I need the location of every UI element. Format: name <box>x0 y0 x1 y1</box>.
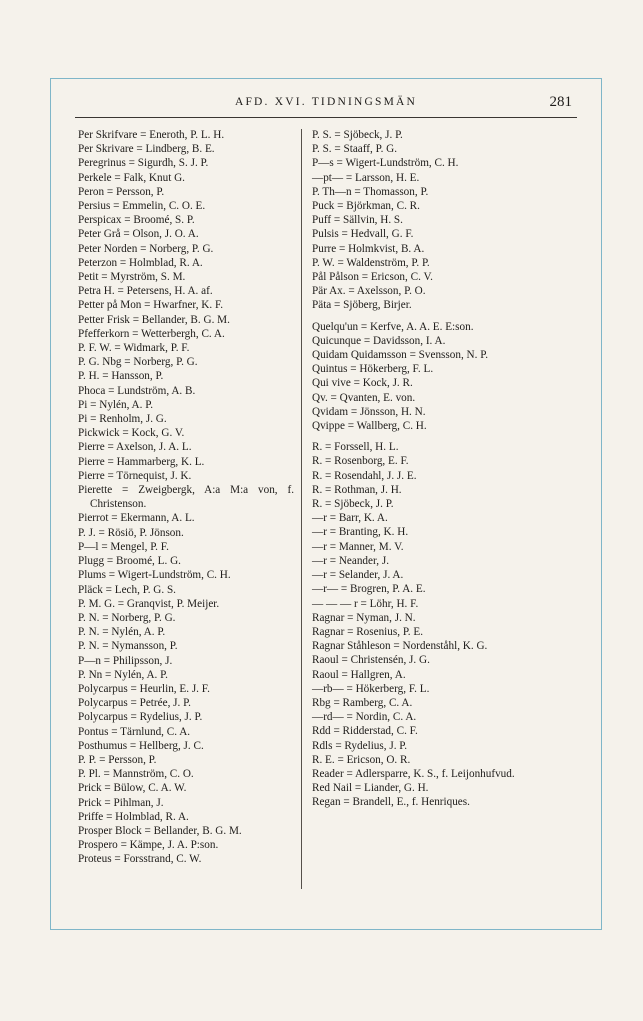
entry: —r = Neander, J. <box>312 554 390 567</box>
entry: R. = Sjöbeck, J. P. <box>312 498 394 511</box>
entry: Polycarpus = Rydelius, J. P. <box>78 711 203 724</box>
entry: Proteus = Forsstrand, C. W. <box>78 853 202 866</box>
entry: Persius = Emmelin, C. O. E. <box>78 200 206 213</box>
entry: Pierre = Axelson, J. A. L. <box>78 441 192 454</box>
entry: Pierrot = Ekermann, A. L. <box>78 512 195 525</box>
entry: P. S. = Sjöbeck, J. P. <box>312 129 403 141</box>
entry: Pfefferkorn = Wetterbergh, C. A. <box>78 327 225 340</box>
entry: Quidam Quidamsson = Svensson, N. P. <box>312 349 488 362</box>
left-column <box>78 128 294 867</box>
entry: Pierre = Hammarberg, K. L. <box>78 455 205 468</box>
entry: P. N. = Norberg, P. G. <box>78 611 176 624</box>
entry: Prospero = Kämpe, J. A. P:son. <box>78 839 219 852</box>
entry: P. N. = Nymansson, P. <box>78 640 178 653</box>
entry: Raoul = Christensén, J. G. <box>312 654 430 667</box>
entry: Plugg = Broomé, L. G. <box>78 555 181 568</box>
entry: R. = Rosendahl, J. J. E. <box>312 469 417 482</box>
page-header <box>50 94 602 114</box>
entry: Quintus = Hökerberg, F. L. <box>312 363 434 376</box>
entry: Ragnar Ståhleson = Nordenståhl, K. G. <box>312 640 488 653</box>
entry: Ragnar = Rosenius, P. E. <box>312 625 424 638</box>
entry: Rbg = Ramberg, C. A. <box>312 696 413 709</box>
entry: Prick = Bülow, C. A. W. <box>78 782 187 795</box>
entry: Raoul = Hallgren, A. <box>312 668 406 681</box>
entry: —rb— = Hökerberg, F. L. <box>312 682 430 695</box>
entry: R. E. = Ericson, O. R. <box>312 753 411 766</box>
entry: Peter Norden = Norberg, P. G. <box>78 242 214 255</box>
entry: P. S. = Staaff, P. G. <box>312 143 398 156</box>
entry: Pulsis = Hedvall, G. F. <box>312 228 414 241</box>
entry: Pickwick = Kock, G. V. <box>78 427 185 440</box>
entry: Pål Pålson = Ericson, C. V. <box>312 271 433 284</box>
entry: R. = Forssell, H. L. <box>312 441 399 454</box>
entry: Quelqu'un = Kerfve, A. A. E. E:son. <box>312 320 474 333</box>
entry: Petit = Myrström, S. M. <box>78 271 186 284</box>
entry: Puff = Sällvin, H. S. <box>312 214 403 227</box>
entry: Petter Frisk = Bellander, B. G. M. <box>78 313 230 326</box>
running-head: AFD. XVI. TIDNINGSMÄN <box>234 96 418 108</box>
entry: Pläck = Lech, P. G. S. <box>78 583 176 596</box>
entry: Posthumus = Hellberg, J. C. <box>78 739 204 752</box>
page-number: 281 <box>549 94 572 110</box>
entry: Peter Grå = Olson, J. O. A. <box>78 228 199 241</box>
entry: —r— = Brogren, P. A. E. <box>312 583 426 596</box>
entry: R. = Rothman, J. H. <box>312 483 402 496</box>
entry: Reader = Adlersparre, K. S., f. Leijonhufvud. <box>312 767 515 780</box>
entry: Pi = Renholm, J. G. <box>78 413 167 426</box>
entry: Perkele = Falk, Knut G. <box>78 171 185 184</box>
entry: P. N. = Nylén, A. P. <box>78 626 166 639</box>
entry: Ragnar = Nyman, J. N. <box>312 611 416 624</box>
entry: Puck = Björkman, C. R. <box>312 200 420 213</box>
entry: Regan = Brandell, E., f. Henriques. <box>312 796 470 809</box>
entry: P. P. = Persson, P. <box>78 753 157 766</box>
entry: Red Nail = Liander, G. H. <box>312 782 429 795</box>
entry: Purre = Holmkvist, B. A. <box>312 242 425 255</box>
entry: Peregrinus = Sigurdh, S. J. P. <box>78 157 209 170</box>
entry: Petra H. = Petersens, H. A. af. <box>78 285 213 298</box>
entry: Pi = Nylén, A. P. <box>78 398 154 411</box>
entry: P—s = Wigert-Lundström, C. H. <box>312 157 459 170</box>
entry: P. Th—n = Thomasson, P. <box>312 185 429 198</box>
entry: P—n = Philipsson, J. <box>78 654 173 667</box>
entry: P. H. = Hansson, P. <box>78 370 164 383</box>
entry: Plums = Wigert-Lundström, C. H. <box>78 569 231 582</box>
entry: Perspicax = Broomé, S. P. <box>78 214 195 227</box>
entry: Per Skrifvare = Eneroth, P. L. H. <box>78 129 225 141</box>
entry: Pierre = Törnequist, J. K. <box>78 469 192 482</box>
entry: —r = Selander, J. A. <box>312 569 404 582</box>
entry: Prick = Pihlman, J. <box>78 796 164 809</box>
entry: P. F. W. = Widmark, P. F. <box>78 342 190 355</box>
entry: —rd— = Nordin, C. A. <box>312 711 417 724</box>
entry: Pontus = Tärnlund, C. A. <box>78 725 191 738</box>
entry: Qv. = Qvanten, E. von. <box>312 391 416 404</box>
entry: Rdls = Rydelius, J. P. <box>312 739 408 752</box>
entry: —r = Branting, K. H. <box>312 526 409 539</box>
entry: Qvippe = Wallberg, C. H. <box>312 420 427 433</box>
entry: —pt— = Larsson, H. E. <box>312 171 420 184</box>
entry: Qui vive = Kock, J. R. <box>312 377 413 390</box>
entry: —r = Barr, K. A. <box>312 512 388 525</box>
entry: Per Skrivare = Lindberg, B. E. <box>78 143 215 156</box>
entry: Peterzon = Holmblad, R. A. <box>78 256 203 269</box>
entry: Pär Ax. = Axelsson, P. O. <box>312 285 426 298</box>
entry: P. Nn = Nylén, A. P. <box>78 668 168 681</box>
entry: P. M. G. = Granqvist, P. Meijer. <box>78 597 220 610</box>
entry: — — — r = Löhr, H. F. <box>312 597 419 610</box>
entry: Quicunque = Davidsson, I. A. <box>312 334 446 347</box>
header-rule <box>75 117 577 118</box>
entry: Priffe = Holmblad, R. A. <box>78 810 189 823</box>
entry: Prosper Block = Bellander, B. G. M. <box>78 824 242 837</box>
entry: Rdd = Ridderstad, C. F. <box>312 725 418 738</box>
entry: P. W. = Waldenström, P. P. <box>312 256 430 269</box>
entry: Polycarpus = Petrée, J. P. <box>78 697 191 710</box>
entry: Petter på Mon = Hwarfner, K. F. <box>78 299 224 312</box>
entry: Phoca = Lundström, A. B. <box>78 384 196 397</box>
entry: P. Pl. = Mannström, C. O. <box>78 768 194 781</box>
entry: Peron = Persson, P. <box>78 185 165 198</box>
entry: P—l = Mengel, P. F. <box>78 540 169 553</box>
entry: P. J. = Rösiö, P. Jönson. <box>78 526 184 539</box>
entry: Päta = Sjöberg, Birjer. <box>312 299 412 312</box>
column-divider <box>301 129 302 889</box>
entry: —r = Manner, M. V. <box>312 540 404 553</box>
entry: Qvidam = Jönsson, H. N. <box>312 405 426 418</box>
entry: Pierette = Zweigbergk, A:a M:a von, f. Christenson. <box>78 484 294 511</box>
entry: Polycarpus = Heurlin, E. J. F. <box>78 682 210 695</box>
entry: P. G. Nbg = Norberg, P. G. <box>78 356 198 369</box>
right-column <box>312 128 526 810</box>
entry: R. = Rosenborg, E. F. <box>312 455 409 468</box>
